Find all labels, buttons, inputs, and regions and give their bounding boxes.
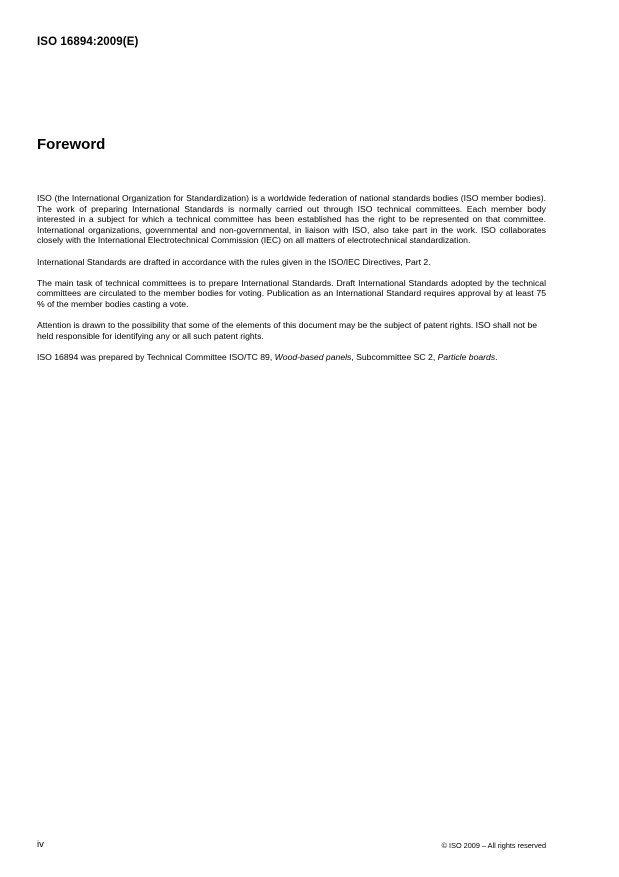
page-number: iv bbox=[37, 839, 44, 850]
paragraph-drafting-rules: International Standards are drafted in accordance with the rules given in the ISO/IEC Directives, Part 2. bbox=[37, 256, 431, 267]
section-title: Foreword bbox=[37, 136, 106, 153]
committee-name: Wood-based panels bbox=[274, 351, 352, 362]
prepared-by-suffix: . bbox=[495, 351, 498, 362]
prepared-by-middle: , Subcommittee SC 2, bbox=[351, 351, 438, 362]
paragraph-prepared-by bbox=[37, 352, 546, 363]
subcommittee-name: Particle boards bbox=[437, 351, 496, 362]
prepared-by-prefix: ISO 16894 was prepared by Technical Committee ISO/TC 89, bbox=[37, 351, 275, 362]
copyright-notice: © ISO 2009 – All rights reserved bbox=[441, 841, 546, 850]
paragraph-committee-task: The main task of technical committees is to prepare International Standards. Draft International Standards adopted by the technical committees are circulated to the member bodies for voting. Publication as an International Standard requires approval by at least 75 % of the member bodies casting a vote. bbox=[37, 277, 546, 309]
paragraph-iso-overview: ISO (the International Organization for Standardization) is a worldwide federation of national standards bodies (ISO member bodies). The work of preparing International Standards is normally carried out through ISO technical committees. Each member body interested in a subject for which a technical committee has been established has the right to be represented on that committee. International organizations, governmental and non-governmental, in liaison with ISO, also take part in the work. ISO collaborates closely with the International Electrotechnical Commission (IEC) on all matters of electrotechnical standardization. bbox=[37, 193, 546, 246]
document-id-header: ISO 16894:2009(E) bbox=[37, 36, 139, 48]
foreword-body bbox=[37, 193, 546, 373]
paragraph-patent-notice: Attention is drawn to the possibility that some of the elements of this document may be the subject of patent rights. ISO shall not be held responsible for identifying any or all such patent rights. bbox=[37, 320, 538, 341]
